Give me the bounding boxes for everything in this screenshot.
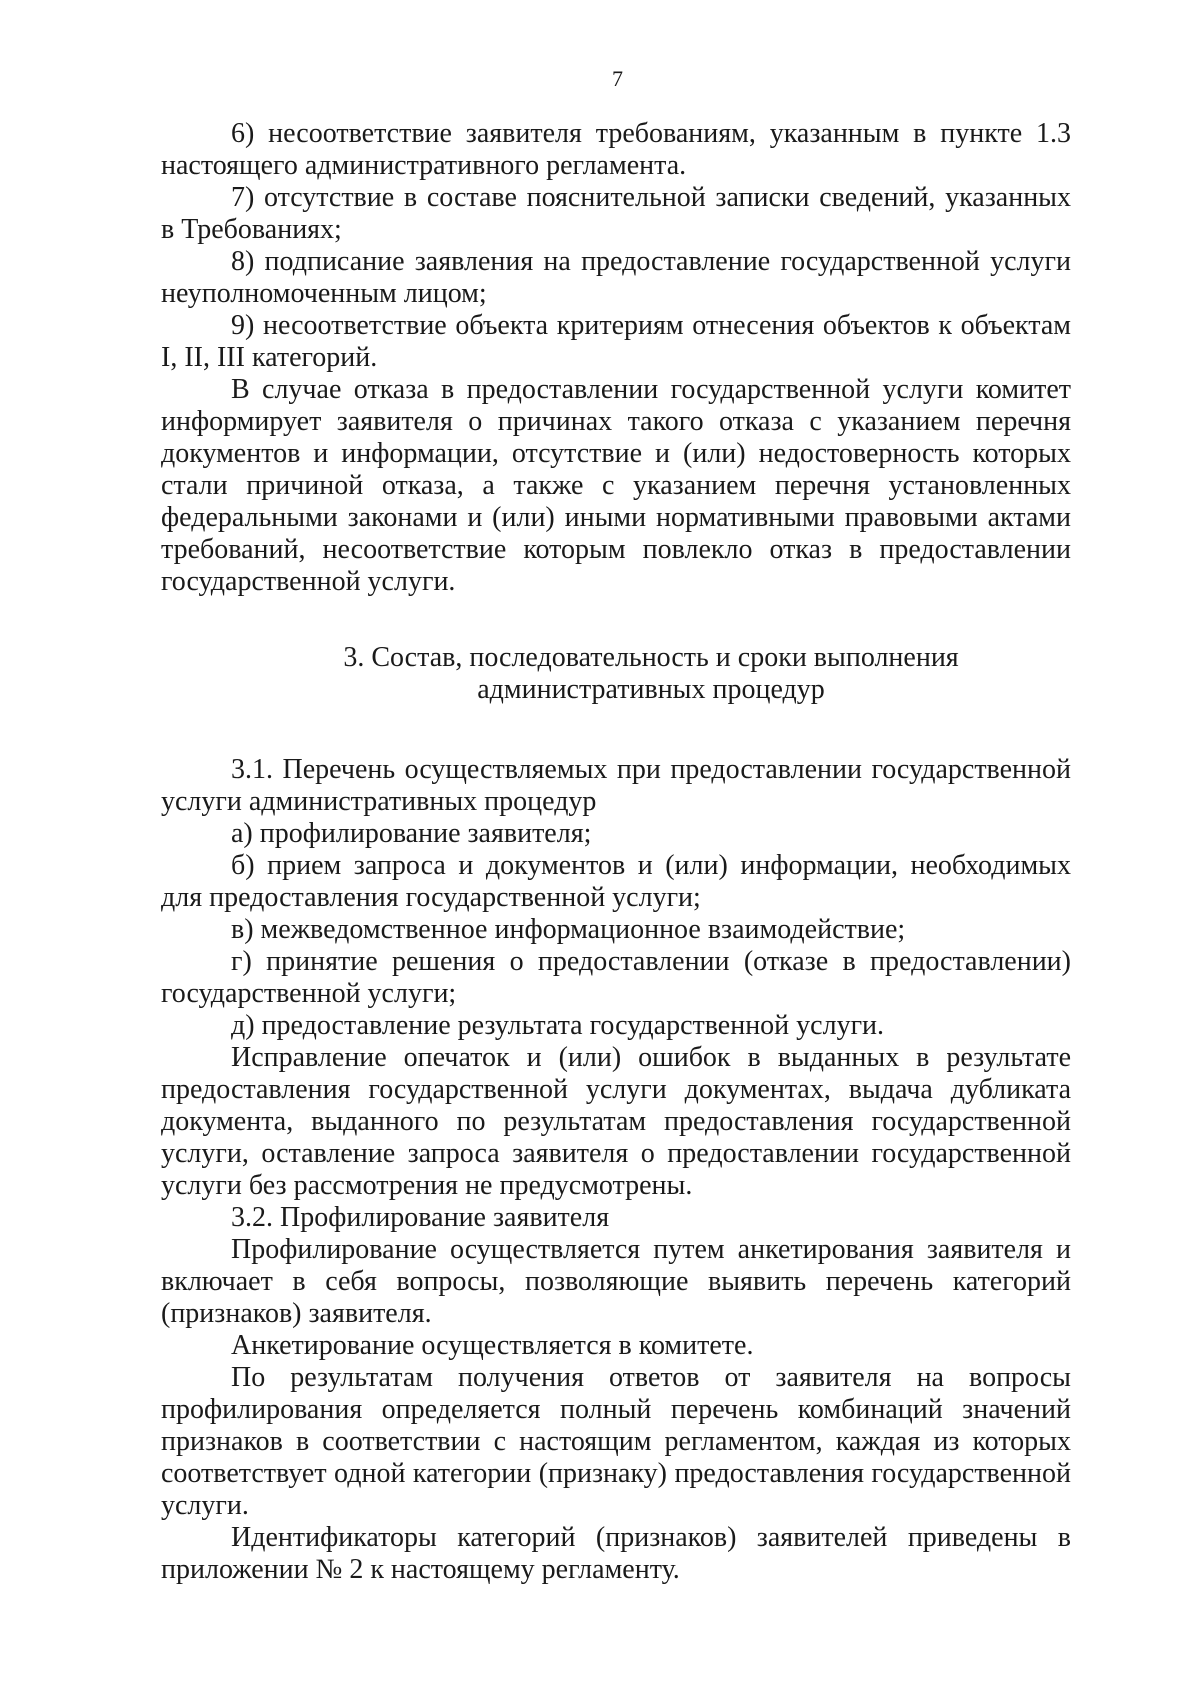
- refusal-paragraph: В случае отказа в предоставлении государственной услуги комитет информирует заявителя о причинах такого отказа с указанием перечня документов и информации, отсутствие и (или) недостоверность которых стали причиной отказа, а также с указанием перечня установленных федеральными законами и (или) иными нормативными правовыми актами требований, несоответствие которым повлекло отказ в предоставлении государственной услуги.: [161, 374, 1071, 597]
- page-number: 7: [612, 66, 623, 91]
- identifiers-paragraph: Идентификаторы категорий (признаков) заявителей приведены в приложении № 2 к настоящему регламенту.: [161, 1522, 1071, 1585]
- procedure-item-g: г) принятие решения о предоставлении (отказе в предоставлении) государственной услуги;: [161, 946, 1071, 1009]
- list-item-9: 9) несоответствие объекта критериям отнесения объектов к объектам I, II, III категорий.: [161, 310, 1071, 373]
- profiling-paragraph: Профилирование осуществляется путем анкетирования заявителя и включает в себя вопросы, позволяющие выявить перечень категорий (признаков) заявителя.: [161, 1234, 1071, 1329]
- section-heading-line-1: 3. Состав, последовательность и сроки выполнения: [343, 642, 959, 673]
- corrections-paragraph: Исправление опечаток и (или) ошибок в выданных в результате предоставления государственной услуги документах, выдача дубликата документа, выданного по результатам предоставления государственной услуги, оставление запроса заявителя о предоставлении государственной услуги без рассмотрения не предусмотрены.: [161, 1042, 1071, 1201]
- questionnaire-paragraph: Анкетирование осуществляется в комитете.: [231, 1330, 754, 1361]
- section-heading: [161, 642, 1071, 706]
- spacer: [161, 598, 1071, 642]
- procedure-item-b: б) прием запроса и документов и (или) информации, необходимых для предоставления государственной услуги;: [161, 850, 1071, 913]
- document-body: [161, 118, 1071, 1586]
- procedure-item-v: в) межведомственное информационное взаимодействие;: [231, 914, 906, 945]
- procedure-item-a: а) профилирование заявителя;: [231, 818, 592, 849]
- subsection-3-1: 3.1. Перечень осуществляемых при предоставлении государственной услуги административных процедур: [161, 754, 1071, 817]
- spacer: [161, 706, 1071, 754]
- list-item-7: 7) отсутствие в составе пояснительной записки сведений, указанных в Требованиях;: [161, 182, 1071, 245]
- results-paragraph: По результатам получения ответов от заявителя на вопросы профилирования определяется полный перечень комбинаций значений признаков в соответствии с настоящим регламентом, каждая из которых соответствует одной категории (признаку) предоставления государственной услуги.: [161, 1362, 1071, 1521]
- section-heading-line-2: административных процедур: [477, 674, 825, 705]
- procedure-item-d: д) предоставление результата государственной услуги.: [231, 1010, 885, 1041]
- list-item-6: 6) несоответствие заявителя требованиям, указанным в пункте 1.3 настоящего административного регламента.: [161, 118, 1071, 181]
- list-item-8: 8) подписание заявления на предоставление государственной услуги неуполномоченным лицом;: [161, 246, 1071, 309]
- subsection-3-2: 3.2. Профилирование заявителя: [231, 1202, 610, 1233]
